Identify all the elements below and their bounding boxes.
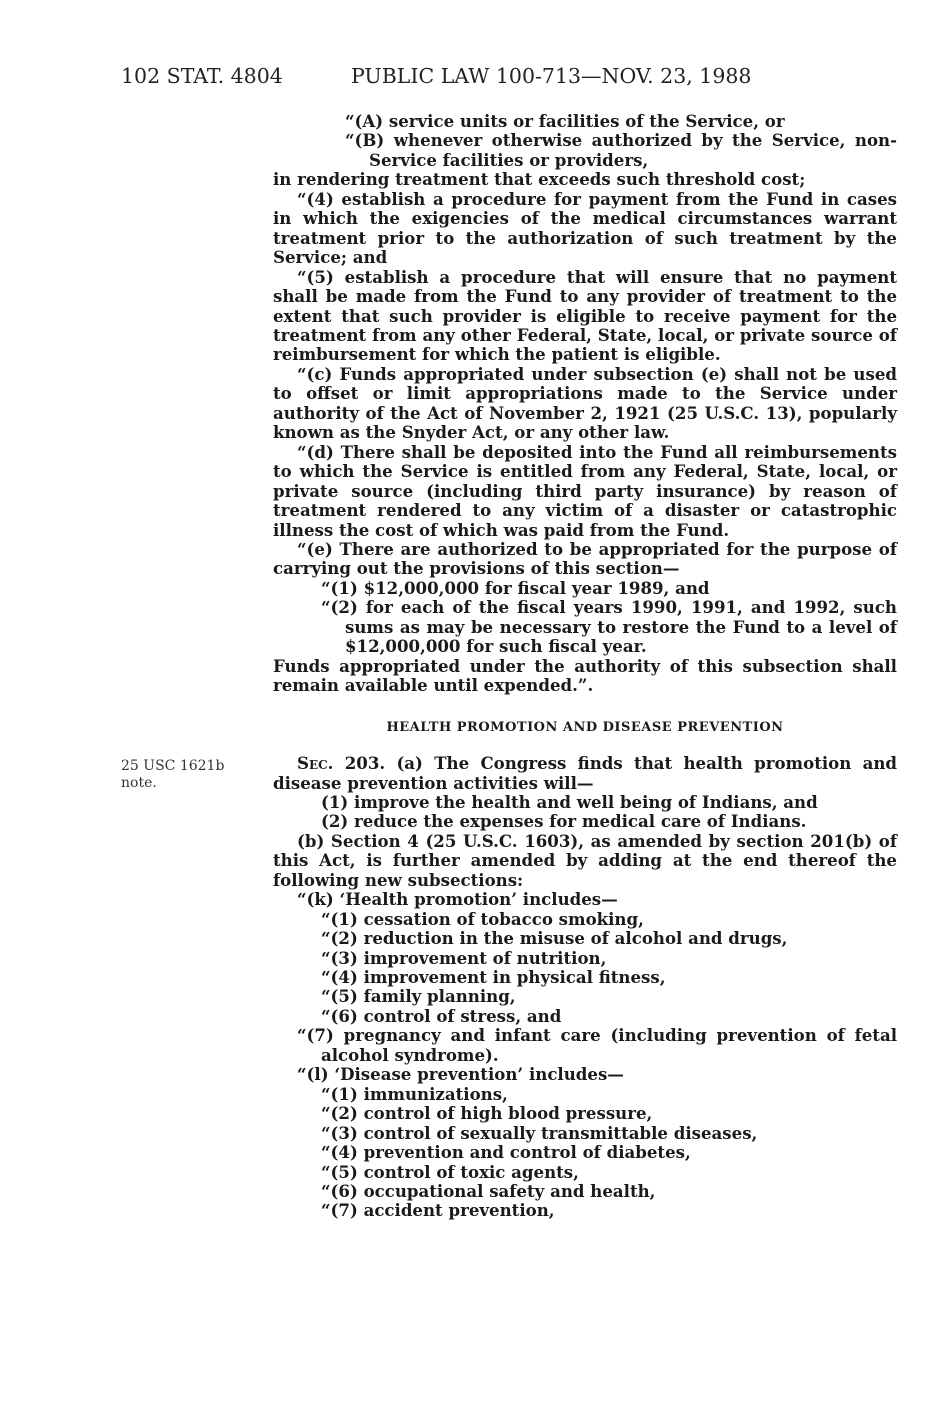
paragraph-funds: Funds appropriated under the authority of this subsection shall remain available until expended.”. bbox=[273, 655, 897, 696]
stat-page-number: 102 STAT. 4804 bbox=[121, 64, 283, 88]
list-item: “(5) family planning, bbox=[321, 986, 516, 1007]
list-item: “(7) pregnancy and infant care (including prevention of fetal alcohol syndrome). bbox=[297, 1025, 897, 1065]
list-item: “(4) improvement in physical fitness, bbox=[321, 967, 666, 988]
finding-2: (2) reduce the expenses for medical care of Indians. bbox=[321, 811, 807, 832]
paragraph-b: (b) Section 4 (25 U.S.C. 1603), as amended by section 201(b) of this Act, is further amended by adding at the end thereof the following new subsections: bbox=[273, 830, 897, 890]
finding-1: (1) improve the health and well being of Indians, and bbox=[321, 791, 818, 812]
list-item: “(2) reduction in the misuse of alcohol and drugs, bbox=[321, 928, 788, 949]
paragraph-l: “(l) ‘Disease prevention’ includes— bbox=[297, 1064, 624, 1085]
margin-note-citation: 25 USC 1621b bbox=[121, 758, 225, 774]
list-item: “(2) control of high blood pressure, bbox=[321, 1103, 653, 1124]
paragraph-c: “(c) Funds appropriated under subsection (e) shall not be used to offset or limit appropriations made to the Service under authority of the Act of November 2, 1921 (25 U.S.C. 13), popularly known as the Snyder Act, or any other law. bbox=[273, 363, 897, 443]
paragraph-B: “(B) whenever otherwise authorized by the Service, non-Service facilities or providers, bbox=[345, 130, 897, 170]
list-item: “(1) immunizations, bbox=[321, 1083, 508, 1104]
list-item: “(5) control of toxic agents, bbox=[321, 1161, 579, 1182]
list-item: “(3) control of sexually transmittable diseases, bbox=[321, 1122, 758, 1143]
paragraph-k: “(k) ‘Health promotion’ includes— bbox=[297, 889, 618, 910]
section-label: Sec. 203. bbox=[297, 753, 386, 774]
list-item: “(6) control of stress, and bbox=[321, 1005, 562, 1026]
paragraph-5: “(5) establish a procedure that will ensure that no payment shall be made from the Fund to any provider of treatment to the extent that such provider is eligible to receive payment for the treatment from any other Federal, State, local, or private source of reimbursement for which the patient is eligible. bbox=[273, 266, 897, 365]
list-item: “(6) occupational safety and health, bbox=[321, 1181, 656, 1202]
list-item: “(7) accident prevention, bbox=[321, 1200, 555, 1221]
body-text bbox=[273, 112, 897, 1221]
list-item: “(1) cessation of tobacco smoking, bbox=[321, 908, 644, 929]
law-header: PUBLIC LAW 100-713—NOV. 23, 1988 bbox=[351, 64, 752, 88]
margin-note bbox=[121, 758, 241, 792]
section-heading: HEALTH PROMOTION AND DISEASE PREVENTION bbox=[386, 719, 784, 735]
list-item: “(4) prevention and control of diabetes, bbox=[321, 1142, 691, 1163]
paragraph-A: “(A) service units or facilities of the Service, or bbox=[345, 111, 785, 131]
paragraph-e-2: “(2) for each of the fiscal years 1990, 1991, and 1992, such sums as may be necessary to restore the Fund to a level of $12,000,000 for such fiscal year. bbox=[321, 597, 897, 657]
paragraph-4: “(4) establish a procedure for payment from the Fund in cases in which the exigencies of the medical circumstances warrant treatment prior to the authorization of such treatment by the Service; and bbox=[273, 188, 897, 268]
list-item: “(3) improvement of nutrition, bbox=[321, 947, 607, 968]
margin-note-label: note. bbox=[121, 775, 157, 791]
paragraph-e-1: “(1) $12,000,000 for fiscal year 1989, and bbox=[321, 577, 710, 598]
section-text: (a) The Congress finds that health promotion and disease prevention activities will— bbox=[273, 753, 897, 793]
paragraph-d: “(d) There shall be deposited into the Fund all reimbursements to which the Service is entitled from any Federal, State, local, or private source (including third party insurance) by reason of treatment rendered to any victim of a disaster or catastrophic illness the cost of which was paid from the Fund. bbox=[273, 441, 897, 540]
paragraph-e: “(e) There are authorized to be appropriated for the purpose of carrying out the provisions of this section— bbox=[273, 538, 897, 579]
paragraph-rendering: in rendering treatment that exceeds such threshold cost; bbox=[273, 169, 806, 190]
paragraph-sec-203 bbox=[273, 754, 897, 793]
